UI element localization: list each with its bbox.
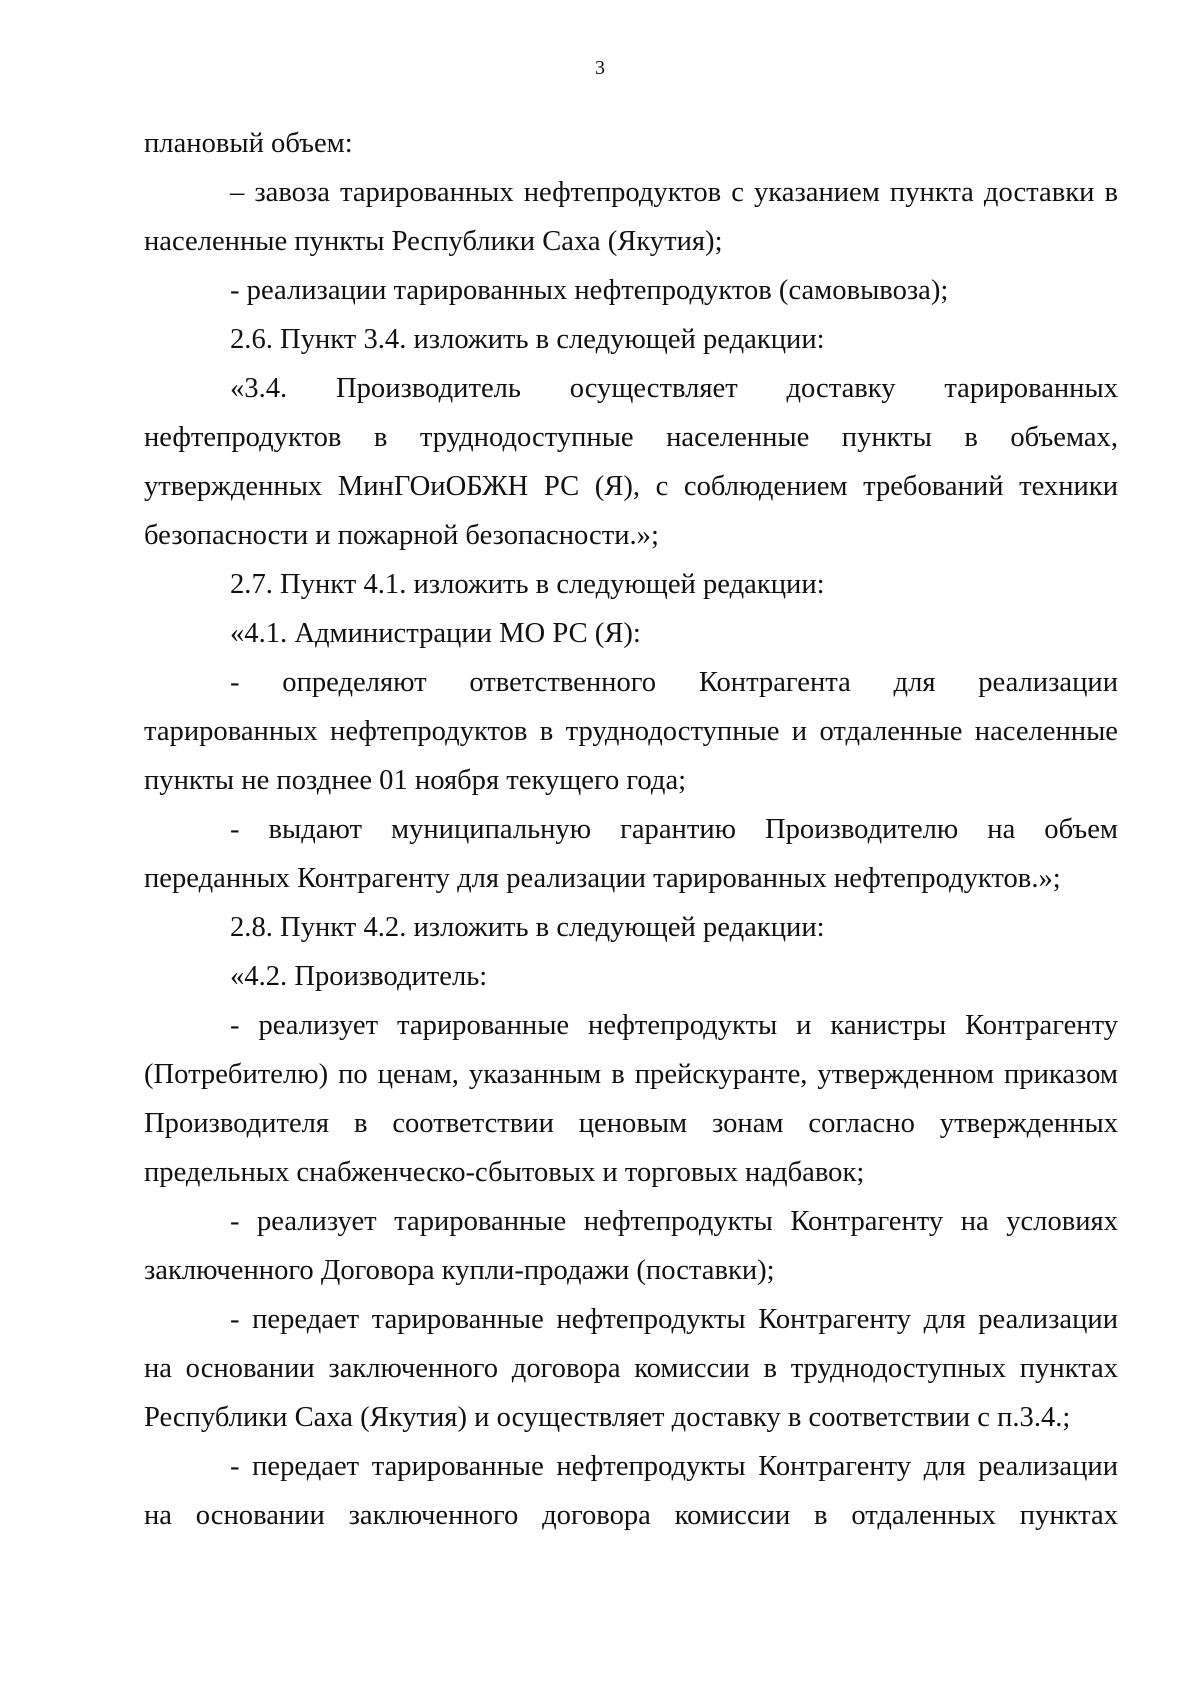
paragraph-determine-contractor: - определяют ответственного Контрагента для реализации тарированных нефтепродуктов в труднодоступные и отдаленные населенные пункты не позднее 01 ноября текущего года; <box>144 667 1118 796</box>
paragraph-sells-products-canisters: - реализует тарированные нефтепродукты и канистры Контрагенту (Потребителю) по ценам, указанным в прейскуранте, утвержденном приказом Производителя в соответствии ценовым зонам согласно утвержденных предельных снабженческо-сбытовых и торговых надбавок; <box>144 1010 1118 1188</box>
document-body <box>144 119 1118 1540</box>
paragraph-clause-2-8: 2.8. Пункт 4.2. изложить в следующей редакции: <box>230 912 825 943</box>
paragraph-issue-guarantee: - выдают муниципальную гарантию Производителю на объем переданных Контрагенту для реализации тарированных нефтепродуктов.»; <box>144 814 1118 894</box>
paragraph-transfers-hard-to-reach: - передает тарированные нефтепродукты Контрагенту для реализации на основании заключенного договора комиссии в труднодоступных пунктах Республики Саха (Якутия) и осуществляет доставку в соответствии с п.3.4.; <box>144 1304 1118 1433</box>
paragraph-sells-under-contract: - реализует тарированные нефтепродукты Контрагенту на условиях заключенного Договора купли-продажи (поставки); <box>144 1206 1118 1286</box>
paragraph-planned-volume: плановый объем: <box>144 128 353 159</box>
paragraph-clause-4-2: «4.2. Производитель: <box>230 961 488 992</box>
paragraph-clause-4-1: «4.1. Администрации МО РС (Я): <box>230 618 641 649</box>
page-number: 3 <box>595 57 605 79</box>
paragraph-transfers-remote: - передает тарированные нефтепродукты Контрагенту для реализации на основании заключенного договора комиссии в отдаленных пунктах <box>144 1451 1118 1531</box>
paragraph-self-pickup-item: - реализации тарированных нефтепродуктов (самовывоза); <box>230 275 949 306</box>
paragraph-delivery-item: – завоза тарированных нефтепродуктов с указанием пункта доставки в населенные пункты Республики Саха (Якутия); <box>144 177 1118 257</box>
paragraph-clause-2-6: 2.6. Пункт 3.4. изложить в следующей редакции: <box>230 324 825 355</box>
paragraph-clause-2-7: 2.7. Пункт 4.1. изложить в следующей редакции: <box>230 569 825 600</box>
paragraph-clause-3-4: «3.4. Производитель осуществляет доставку тарированных нефтепродуктов в труднодоступные населенные пункты в объемах, утвержденных МинГОиОБЖН РС (Я), с соблюдением требований техники безопасности и пожарной безопасности.»; <box>144 373 1118 551</box>
